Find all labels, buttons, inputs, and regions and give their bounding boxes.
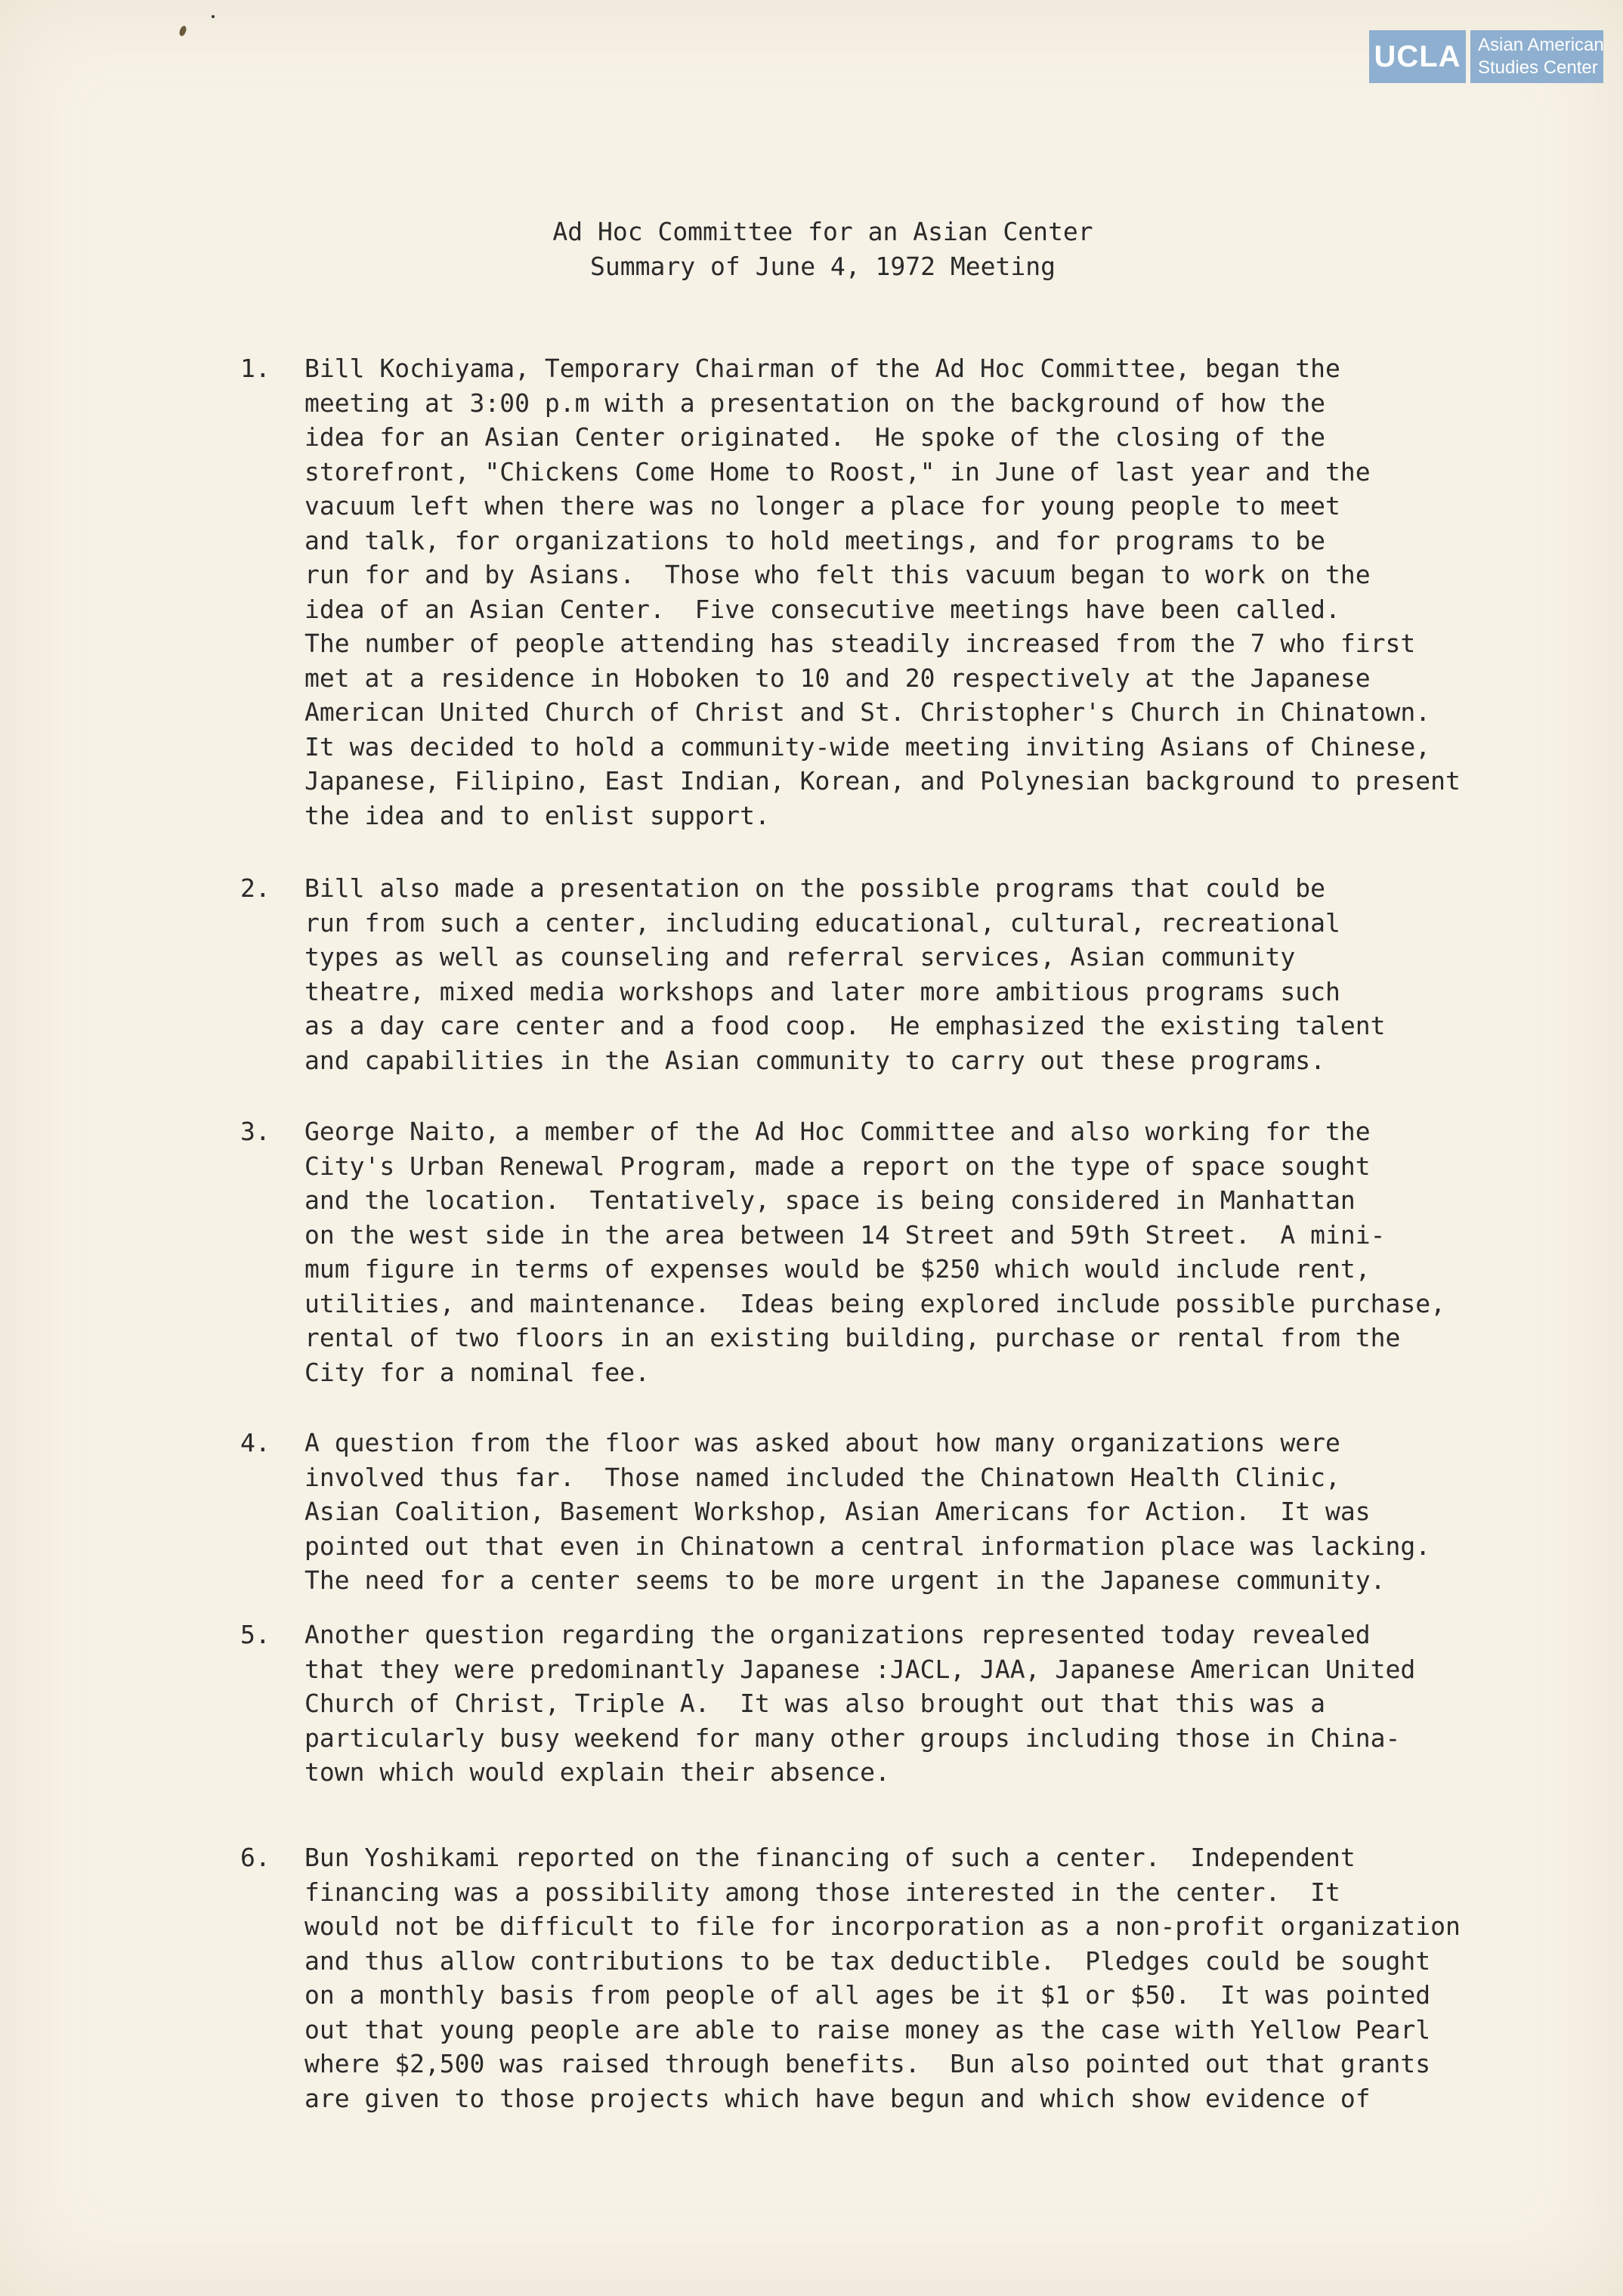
item-body xyxy=(305,1840,1461,2115)
text-line: on the west side in the area between 14 Street and 59th Street. A mini- xyxy=(305,1219,1386,1250)
text-line: involved thus far. Those named included the Chinatown Health Clinic, xyxy=(305,1462,1340,1492)
text-line: the idea and to enlist support. xyxy=(305,800,770,830)
text-line: town which would explain their absence. xyxy=(305,1757,890,1787)
text-line: The need for a center seems to be more urgent in the Japanese community. xyxy=(305,1565,1386,1595)
item-body xyxy=(305,1426,1430,1598)
text-line: City for a nominal fee. xyxy=(305,1357,650,1387)
ink-mark xyxy=(178,25,187,37)
item-body xyxy=(305,1114,1445,1389)
text-line: and talk, for organizations to hold meetings, and for programs to be xyxy=(305,525,1326,555)
text-line: run from such a center, including educational, cultural, recreational xyxy=(305,907,1340,938)
text-line: that they were predominantly Japanese :JACL, JAA, Japanese American United xyxy=(305,1654,1416,1684)
text-line: theatre, mixed media workshops and later more ambitious programs such xyxy=(305,976,1340,1006)
document-subtitle: Summary of June 4, 1972 Meeting xyxy=(590,251,1056,281)
text-line: mum figure in terms of expenses would be $250 which would include rent, xyxy=(305,1254,1371,1284)
text-line: out that young people are able to raise money as the case with Yellow Pearl xyxy=(305,2014,1431,2044)
item-number: 4. xyxy=(240,1428,270,1457)
text-line: are given to those projects which have begun and which show evidence of xyxy=(305,2083,1371,2113)
ucla-logo: UCLA xyxy=(1369,30,1466,83)
text-line: vacuum left when there was no longer a place for young people to meet xyxy=(305,491,1340,521)
text-line: It was decided to hold a community-wide meeting inviting Asians of Chinese, xyxy=(305,731,1431,762)
center-name xyxy=(1470,30,1603,83)
text-line: where $2,500 was raised through benefits. Bun also pointed out that grants xyxy=(305,2049,1431,2078)
text-line: financing was a possibility among those interested in the center. It xyxy=(305,1877,1340,1907)
ucla-watermark xyxy=(1369,30,1603,83)
text-line: The number of people attending has steadily increased from the 7 who first xyxy=(305,629,1416,658)
text-line: would not be difficult to file for incorporation as a non-profit organization xyxy=(305,1911,1461,1941)
document-title: Ad Hoc Committee for an Asian Center xyxy=(552,217,1093,246)
item-number: 2. xyxy=(240,873,270,903)
text-line: as a day care center and a food coop. He emphasized the existing talent xyxy=(305,1011,1386,1040)
text-line: Japanese, Filipino, East Indian, Korean, and Polynesian background to present xyxy=(305,766,1461,796)
center-name-line2: Studies Center xyxy=(1478,57,1598,78)
text-line: idea for an Asian Center originated. He spoke of the closing of the xyxy=(305,422,1326,452)
text-line: utilities, and maintenance. Ideas being explored include possible purchase, xyxy=(305,1288,1445,1318)
item-number: 3. xyxy=(240,1117,270,1146)
item-number: 5. xyxy=(240,1620,270,1649)
text-line: A question from the floor was asked about how many organizations were xyxy=(305,1428,1340,1457)
text-line: and capabilities in the Asian community to carry out these programs. xyxy=(305,1045,1326,1075)
text-line: storefront, "Chickens Come Home to Roost," in June of last year and the xyxy=(305,456,1371,487)
text-line: run for and by Asians. Those who felt this vacuum began to work on the xyxy=(305,560,1371,589)
item-number: 1. xyxy=(240,354,270,383)
document-heading xyxy=(0,215,1623,283)
text-line: on a monthly basis from people of all ages be it $1 or $50. It was pointed xyxy=(305,1980,1431,2010)
text-line: City's Urban Renewal Program, made a report on the type of space sought xyxy=(305,1151,1371,1181)
text-line: particularly busy weekend for many other groups including those in China- xyxy=(305,1723,1401,1753)
center-name-line1: Asian American xyxy=(1478,35,1604,55)
text-line: met at a residence in Hoboken to 10 and 20 respectively at the Japanese xyxy=(305,663,1371,693)
text-line: Another question regarding the organizations represented today revealed xyxy=(305,1620,1371,1649)
item-body xyxy=(305,1618,1415,1790)
ink-dot xyxy=(212,15,215,18)
item-body xyxy=(305,871,1385,1077)
text-line: Church of Christ, Triple A. It was also brought out that this was a xyxy=(305,1689,1326,1718)
text-line: American United Church of Christ and St. Christopher's Church in Chinatown. xyxy=(305,697,1431,727)
item-number: 6. xyxy=(240,1843,270,1872)
text-line: George Naito, a member of the Ad Hoc Committee and also working for the xyxy=(305,1117,1371,1146)
text-line: rental of two floors in an existing building, purchase or rental from the xyxy=(305,1323,1401,1352)
text-line: idea of an Asian Center. Five consecutive meetings have been called. xyxy=(305,594,1340,624)
text-line: Bill also made a presentation on the possible programs that could be xyxy=(305,873,1326,903)
text-line: Asian Coalition, Basement Workshop, Asian Americans for Action. It was xyxy=(305,1497,1371,1526)
text-line: types as well as counseling and referral services, Asian community xyxy=(305,942,1296,972)
text-line: and the location. Tentatively, space is being considered in Manhattan xyxy=(305,1185,1356,1215)
text-line: Bun Yoshikami reported on the financing of such a center. Independent xyxy=(305,1843,1356,1872)
text-line: Bill Kochiyama, Temporary Chairman of the Ad Hoc Committee, began the xyxy=(305,354,1340,383)
item-body xyxy=(305,351,1461,833)
text-line: and thus allow contributions to be tax deductible. Pledges could be sought xyxy=(305,1945,1431,1976)
text-line: pointed out that even in Chinatown a central information place was lacking. xyxy=(305,1531,1431,1561)
text-line: meeting at 3:00 p.m with a presentation on the background of how the xyxy=(305,388,1326,418)
